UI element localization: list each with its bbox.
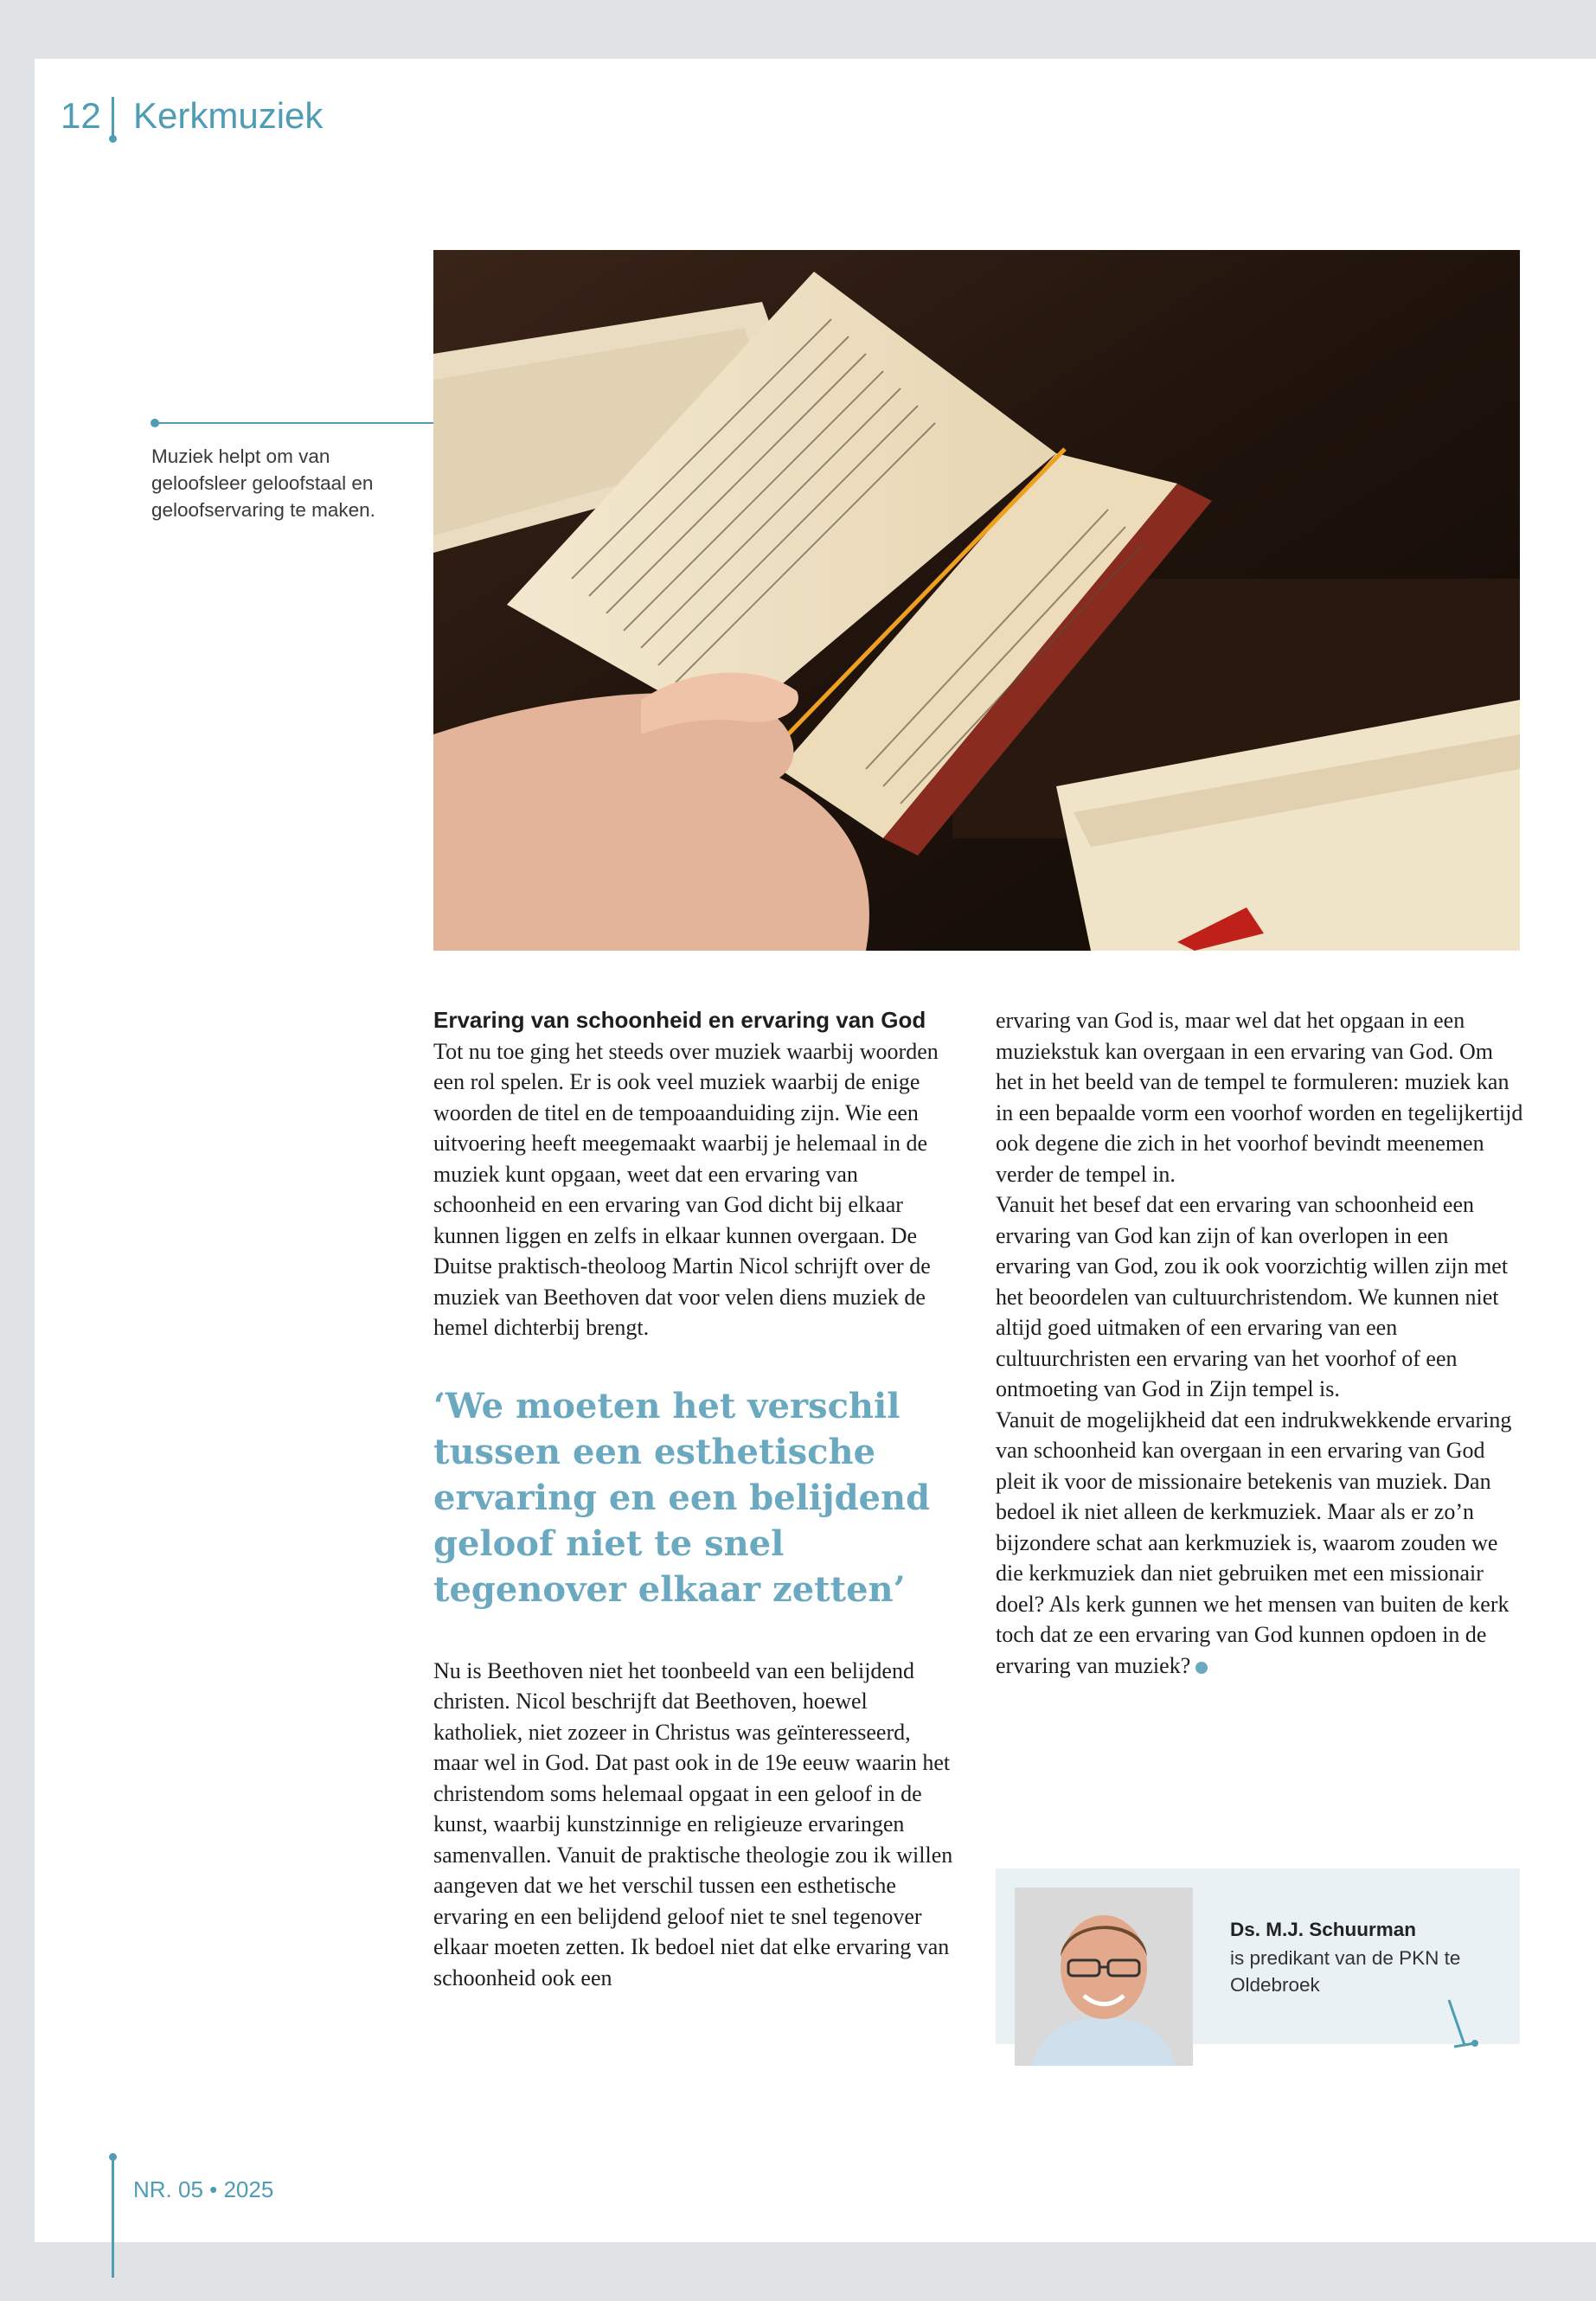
section-title: Kerkmuziek (133, 95, 324, 136)
author-name: Ds. M.J. Schuurman (1230, 1919, 1417, 1940)
hymnbook-photo (433, 250, 1520, 951)
header-divider (112, 97, 114, 138)
page-number: 12 (61, 95, 101, 136)
decorative-corner-mark (1445, 1998, 1480, 2050)
article-paragraph-final (996, 1405, 1523, 1682)
footer-divider (112, 2157, 114, 2278)
issue-number: NR. 05 • 2025 (133, 2176, 274, 2202)
article-paragraph: Nu is Beethoven niet het toonbeeld van een belijdend christen. Nicol beschrijft dat Beethoven, hoewel katholiek, niet zozeer in Christus was geïnteresseerd, maar wel in God. Dat past ook in de 19e eeuw waarin het christendom soms helemaal opgaat in een geloof in de kunst, waarbij kunstzinnige en religieuze ervaringen samenvallen. Vanuit de praktische theologie zou ik willen aangeven dat we het verschil tussen een esthetische ervaring en een belijdend geloof niet te snel tegenover elkaar moeten zetten. Ik bedoel niet dat elke ervaring van schoonheid ook een (433, 1657, 953, 1990)
caption-leader-line (154, 422, 434, 424)
pull-quote: ‘We moeten het verschil tussen een esthetische ervaring en een belijdend geloof niet te snel tegenover elkaar zetten’ (433, 1385, 931, 1610)
author-role: is predikant van de PKN te Oldebroek (1230, 1947, 1461, 1996)
article-paragraph: ervaring van God is, maar wel dat het opgaan in een muziekstuk kan overgaan in een ervaring van God. Om het in het beeld van de tempel te formuleren: muziek kan in een bepaalde vorm een voorhof worden en tegelijkertijd ook degene die zich in het voorhof bevindt meenemen verder de tempel in. (996, 1008, 1523, 1187)
author-portrait (1015, 1888, 1193, 2066)
article-column-left (433, 1005, 961, 1993)
article-paragraph-text: Vanuit de mogelijkheid dat een indrukwekkende ervaring van schoonheid kan overgaan in een ervaring van God pleit ik voor de missionaire betekenis van muziek. Dan bedoel ik niet alleen de kerkmuziek. Maar als er zo’n bijzondere schat aan kerkmuziek is, waarom zouden we die kerkmuziek dan niet gebruiken met een missionair doel? Als kerk gunnen we het mensen van buiten de kerk toch dat ze een ervaring van God kunnen opdoen in de ervaring van muziek? (996, 1407, 1512, 1678)
header-divider-dot (109, 135, 117, 143)
end-of-article-dot (1195, 1662, 1208, 1674)
article-paragraph: Tot nu toe ging het steeds over muziek waarbij woorden een rol spelen. Er is ook veel muziek waarbij de enige woorden de titel en de tempoaanduiding zijn. Wie een uitvoering heeft meegemaakt waarbij je helemaal in de muziek kunt opgaan, weet dat een ervaring van schoonheid en een ervaring van God dicht bij elkaar kunnen liggen en zelfs in elkaar kunnen overgaan. De Duitse praktisch-theoloog Martin Nicol schrijft over de muziek van Beethoven dat voor velen diens muziek de hemel dichterbij brengt. (433, 1038, 939, 1340)
article-subheading: Ervaring van schoonheid en ervaring van God (433, 1007, 926, 1033)
author-box (996, 1868, 1520, 2044)
caption-leader-dot (151, 419, 159, 427)
article-column-right (996, 1005, 1523, 1681)
photo-caption: Muziek helpt om van geloofsleer geloofstaal en geloofservaring te maken. (151, 445, 375, 521)
magazine-page (35, 59, 1596, 2242)
article-paragraph: Vanuit het besef dat een ervaring van schoonheid een ervaring van God kan zijn of kan overlopen in een ervaring van God, zou ik ook voorzichtig willen zijn met het beoordelen van cultuurchristendom. We kunnen niet altijd goed uitmaken of een ervaring van een cultuurchristen een ervaring van het voorhof of een ontmoeting van God in Zijn tempel is. (996, 1192, 1509, 1401)
